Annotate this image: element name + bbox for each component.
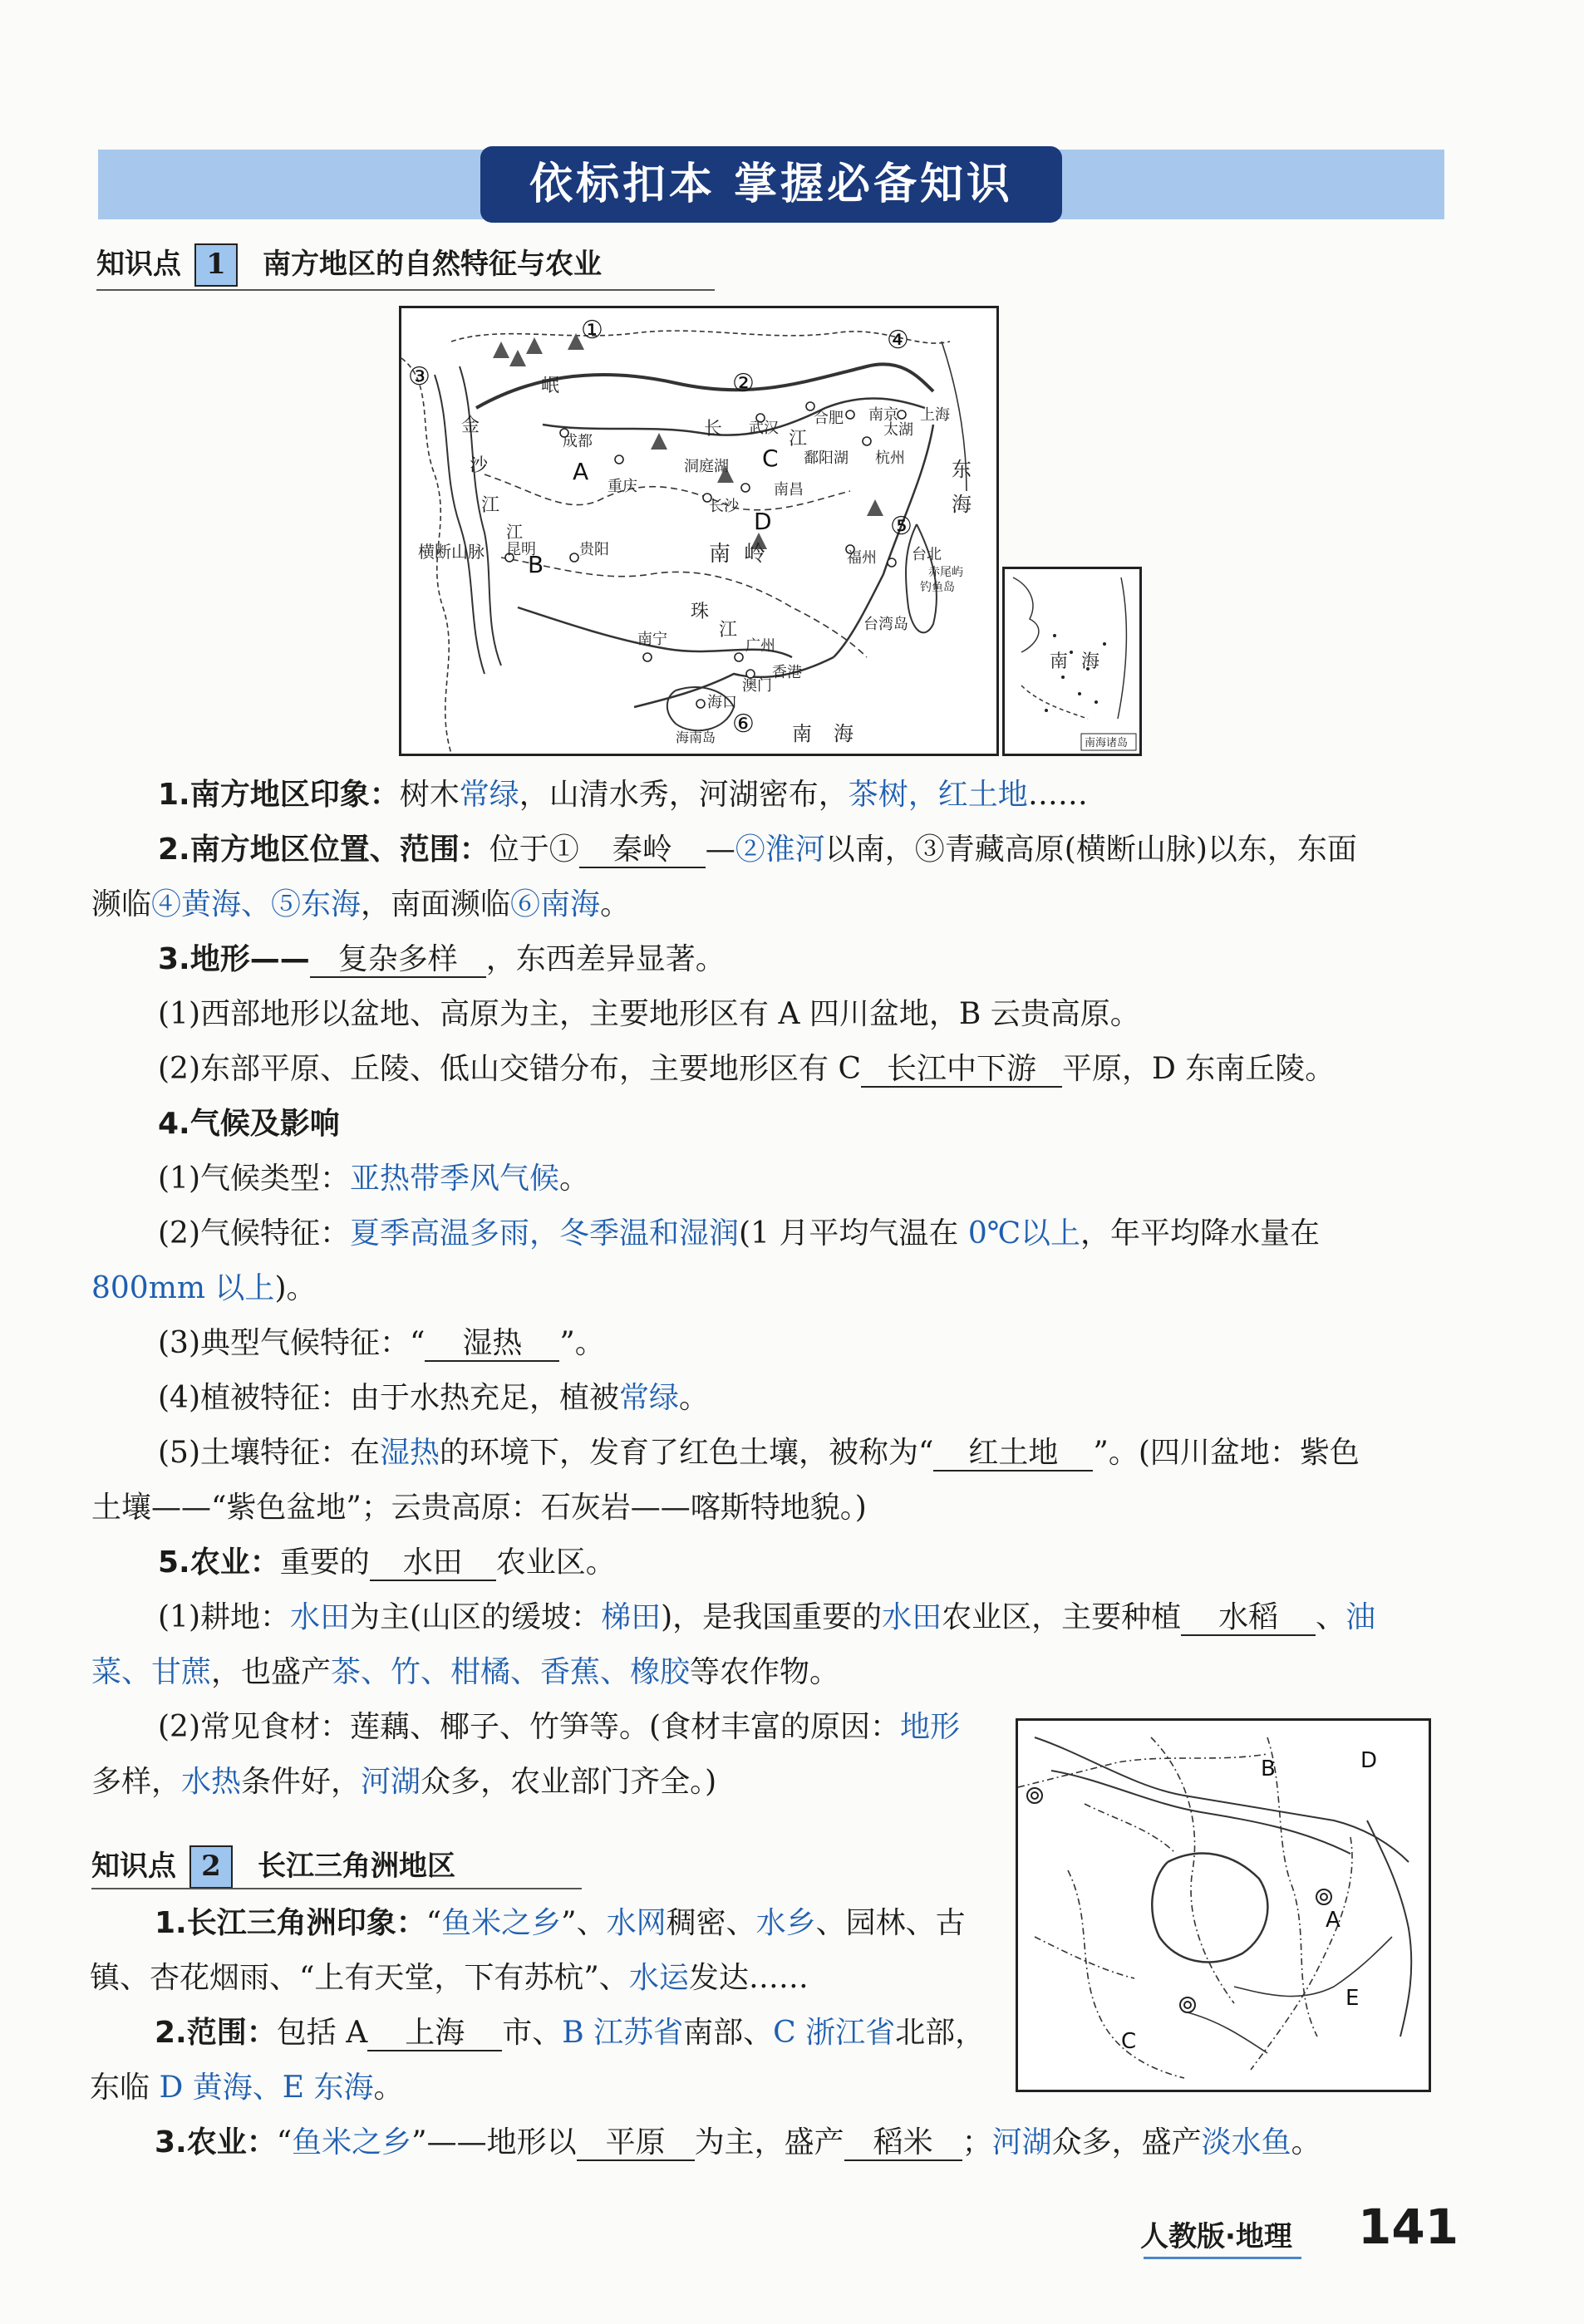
- kp-label: 知识点: [91, 1850, 176, 1883]
- map1-label-6: ⑥: [732, 710, 755, 739]
- q3: 3.农业：“鱼米之乡”——地形以 平原 为主，盛产 稻米 ；河湖众多，盛产淡水鱼。: [155, 2122, 1321, 2164]
- map1-label-4: ④: [887, 326, 909, 355]
- map1-taibei: 台北: [912, 546, 942, 563]
- map1-label-C: C: [762, 445, 779, 472]
- map1-xianggang: 香港: [772, 664, 802, 681]
- map1-label-A: A: [573, 458, 589, 485]
- map1-label-B: B: [528, 551, 544, 578]
- p5-1-line1: (1)耕地：水田为主(山区的缓坡：梯田)，是我国重要的水田农业区，主要种植 水稻 、油: [158, 1597, 1375, 1639]
- map1-shanghai: 上海: [920, 406, 950, 424]
- map1-label-2: ②: [732, 369, 755, 398]
- map1-taiwandao: 台湾岛: [863, 616, 908, 633]
- p3-2: (2)东部平原、丘陵、低山交错分布，主要地形区有 C 长江中下游 平原，D 东南丘陵。: [158, 1049, 1335, 1090]
- map2-label-D: D: [1360, 1748, 1378, 1773]
- p2-line2: 濒临④黄海、⑤东海，南面濒临⑥南海。: [91, 887, 631, 921]
- yangtze-delta-map: [1016, 1718, 1431, 2092]
- kp-title: 南方地区的自然特征与农业: [263, 248, 602, 281]
- map1-hangzhou: 杭州: [875, 450, 905, 467]
- map1-label-1: ①: [581, 316, 603, 345]
- map2-label-E: E: [1345, 1986, 1360, 2011]
- map1-guiyang: 贵阳: [579, 541, 609, 558]
- map1-chengdu: 成都: [563, 433, 593, 450]
- south-china-sea-inset: [1002, 567, 1142, 756]
- p1: 1.南方地区印象：树木常绿，山清水秀，河湖密布，茶树，红土地……: [158, 778, 1088, 812]
- p4-2-line2: 800mm 以上)。: [91, 1271, 317, 1305]
- map1-chang: 长: [704, 419, 723, 440]
- p4-1: (1)气候类型：亚热带季风气候。: [158, 1162, 590, 1196]
- map1-jin: 金: [461, 415, 480, 436]
- footer-edition: 人教版·地理: [1140, 2220, 1292, 2253]
- map1-minjiang: 江: [506, 522, 523, 542]
- map1-label-3: ③: [408, 362, 430, 391]
- map1-sha: 沙: [470, 455, 489, 476]
- p4-2-line1: (2)气候特征：夏季高温多雨，冬季温和湿润(1 月平均气温在 0℃以上，年平均降水量在: [158, 1216, 1321, 1250]
- map1-chongqing: 重庆: [608, 478, 637, 495]
- map1-haikou: 海口: [707, 694, 737, 711]
- footer-underline: [1144, 2257, 1301, 2259]
- p5-1-line2: 菜、甘蔗，也盛产茶、竹、柑橘、香蕉、橡胶等农作物。: [91, 1655, 840, 1689]
- p3-1: (1)西部地形以盆地、高原为主，主要地形区有 A 四川盆地，B 云贵高原。: [158, 997, 1140, 1031]
- map1-chiwei: 赤尾屿: [928, 566, 963, 579]
- q1-line1: 1.长江三角洲印象：“鱼米之乡”、水网稠密、水乡、园林、古: [155, 1906, 966, 1940]
- map1-hefei: 合肥: [814, 410, 844, 427]
- q1-line2: 镇、杏花烟雨、“上有天堂，下有苏杭”、水运发达……: [90, 1961, 809, 1995]
- map1-nanchang: 南昌: [774, 481, 804, 499]
- map1-jiang: 江: [789, 429, 808, 450]
- map1-zhujiang: 江: [719, 620, 738, 641]
- q2-line2: 东临 D 黄海、E 东海。: [90, 2071, 404, 2105]
- map1-nanhai-2: 海: [834, 722, 853, 745]
- p5: 5.农业：重要的 水田 农业区。: [158, 1542, 616, 1584]
- kp2-underline: [91, 1888, 582, 1889]
- p4-4: (4)植被特征：由于水热充足，植被常绿。: [158, 1381, 710, 1415]
- map1-aomen: 澳门: [742, 677, 772, 695]
- inset-hai: 海: [1081, 651, 1100, 672]
- map1-label-D: D: [754, 508, 772, 535]
- map1-changsha: 长沙: [709, 498, 739, 515]
- p4-5-line1: (5)土壤特征：在湿热的环境下，发育了红色土壤，被称为“ 红土地 ”。(四川盆地：紫色: [158, 1432, 1360, 1474]
- kp-number: 2: [189, 1845, 233, 1889]
- p5-2-line1: (2)常见食材：莲藕、椰子、竹笋等。(食材丰富的原因：地形: [158, 1710, 961, 1744]
- map1-hai: 海: [952, 493, 972, 516]
- map1-hengduan: 横断山脉: [418, 542, 485, 562]
- knowledge-point-2-header: [91, 1843, 455, 1889]
- knowledge-point-1-header: [96, 241, 602, 287]
- map2-label-C: C: [1121, 2029, 1137, 2054]
- page-number: 141: [1358, 2199, 1459, 2255]
- map1-kunming: 昆明: [506, 541, 536, 558]
- map1-label-5: ⑤: [890, 512, 913, 541]
- map1-min: 岷: [541, 376, 560, 396]
- p4-3: (3)典型气候特征：“ 湿热 ”。: [158, 1323, 605, 1364]
- map1-nanhai-1: 南: [792, 722, 812, 745]
- map1-nanling-2: 岭: [744, 542, 766, 567]
- map2-label-A: A: [1326, 1908, 1340, 1933]
- inset-nan: 南: [1050, 651, 1069, 672]
- map1-fuzhou: 福州: [847, 549, 877, 567]
- map1-dong: 东: [952, 458, 972, 481]
- map1-guangzhou: 广州: [745, 637, 775, 655]
- map1-nanling-1: 南: [709, 542, 731, 567]
- map1-poyanghu: 鄱阳湖: [804, 450, 849, 467]
- q2-line1: 2.范围：包括 A 上海 市、B 江苏省南部、C 浙江省北部，: [155, 2012, 985, 2054]
- map1-jiang2: 江: [481, 495, 500, 516]
- p3: 3.地形—— 复杂多样 ，东西差异显著。: [158, 939, 726, 980]
- map1-zhu: 珠: [691, 602, 710, 622]
- p4: 4.气候及影响: [158, 1107, 340, 1141]
- kp1-underline: [96, 289, 715, 291]
- map1-diaoyu: 钓鱼岛: [920, 581, 955, 594]
- south-china-map: [399, 306, 999, 756]
- map1-nanjing: 南京: [868, 406, 898, 424]
- map1-hainandao: 海南岛: [676, 730, 716, 745]
- kp-label: 知识点: [96, 248, 181, 281]
- map2-label-B: B: [1261, 1757, 1276, 1781]
- map1-dongtinghu: 洞庭湖: [684, 458, 729, 475]
- p2-line1: 2.南方地区位置、范围：位于① 秦岭 —②淮河以南，③青藏高原(横断山脉)以东，东面: [158, 829, 1357, 871]
- map1-taihu: 太湖: [883, 421, 913, 439]
- banner-title: 依标扣本 掌握必备知识: [480, 146, 1062, 223]
- p5-2-line2: 多样，水热条件好，河湖众多，农业部门齐全。): [91, 1765, 717, 1799]
- kp-title: 长江三角洲地区: [258, 1850, 455, 1883]
- map1-nanning: 南宁: [637, 631, 667, 648]
- kp-number: 1: [194, 243, 238, 287]
- map1-wuhan: 武汉: [749, 420, 779, 437]
- inset-label: 南海诸岛: [1085, 737, 1129, 749]
- p4-5-line2: 土壤——“紫色盆地”；云贵高原：石灰岩——喀斯特地貌。): [91, 1491, 867, 1525]
